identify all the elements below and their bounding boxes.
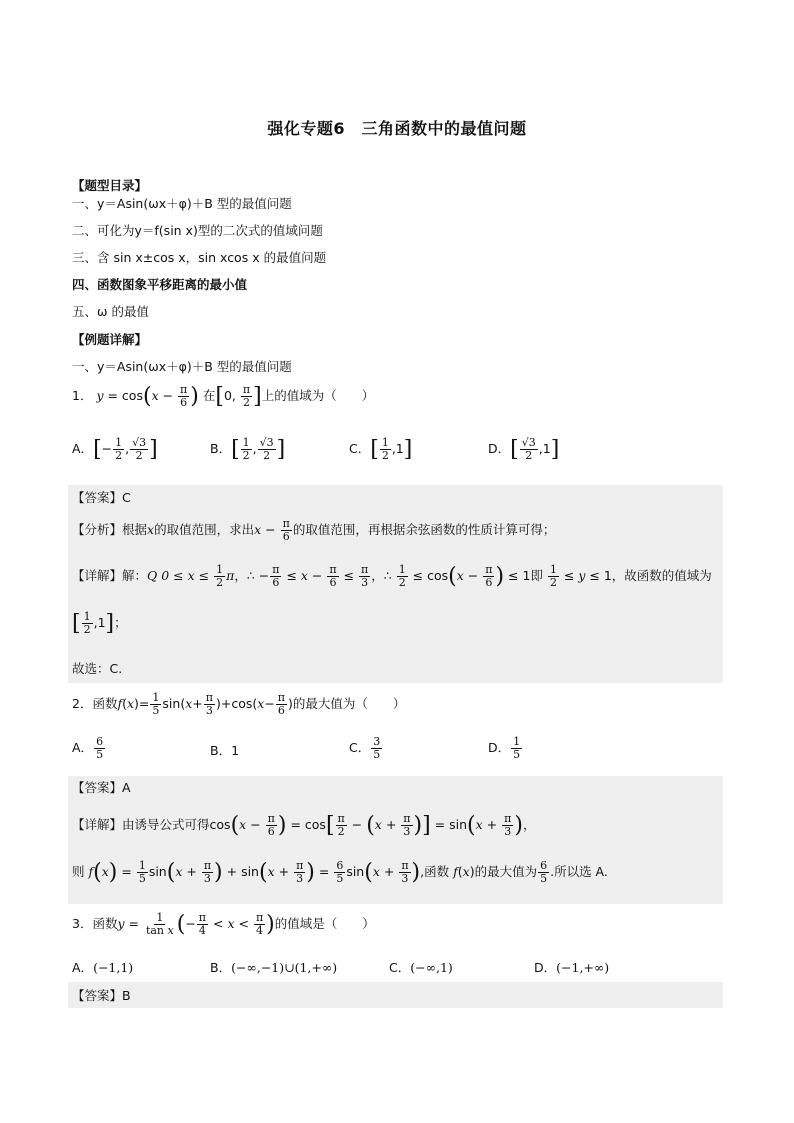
q1-detail: 【详解】解：Q 0 ≤ x ≤ $\frac{1}{2}$ π，∴ − $\frac{\pi}{6}$ ≤ x − $\frac{\pi}{6}$ ≤ $\frac{\pi}{3}$ ，∴ $\frac{1}{2}$ ≤ cos(x − $\frac{\pi}{6}$ ) ≤ 1即 $\frac{1}{2}$ ≤ y ≤ 1，故函数的值域为 [72, 563, 712, 589]
q2-answer: 【答案】A [72, 780, 131, 795]
q3-option-a[interactable]: A．(−1,1) [72, 960, 134, 975]
q3-option-b[interactable]: B．(−∞,−1)∪(1,+∞) [210, 960, 338, 975]
q1-option-c[interactable]: C．[ $\frac{1}{2}$ ,1] [349, 436, 413, 462]
toc-item-4: 四、函数图象平移距离的最小值 [72, 277, 248, 292]
q1-answer: 【答案】C [72, 490, 131, 505]
question-2-stem: 2．函数f(x)= $\frac{1}{5}$ sin(x+ $\frac{\pi}{3}$ )+cos(x− $\frac{\pi}{6}$ )的最大值为（ ） [72, 691, 406, 717]
q2-detail-line-2: 则 f(x) = $\frac{1}{5}$ sin(x + $\frac{\pi}{3}$ ) + sin(x + $\frac{\pi}{3}$ ) = $\frac{6}{5}$ sin(x + $\frac{\pi}{3}$ ),函数 f(x)的最大值为 $\frac{6}{5}$ .所以选 A. [72, 859, 608, 885]
question-3-stem: 3．函数y = $\frac{1}{\text{tan x}}$ (− $\frac{\pi}{4}$ < x < $\frac{\pi}{4}$ )的值域是（ ） [72, 911, 375, 937]
q1-option-a[interactable]: A．[− $\frac{1}{2}$ , $\frac{√3}{2}$ ] [72, 436, 158, 462]
page-title: 强化专题6 三角函数中的最值问题 [267, 119, 527, 138]
toc-heading: 【题型目录】 [72, 178, 148, 193]
q3-solution-box [68, 982, 723, 1008]
q2-option-a[interactable]: A． $\frac{6}{5}$ [72, 735, 104, 761]
q2-option-d[interactable]: D． $\frac{1}{5}$ [488, 735, 521, 761]
q1-range: [ $\frac{1}{2}$ ,1]； [72, 610, 127, 636]
q3-option-d[interactable]: D．(−1,+∞) [534, 960, 610, 975]
q3-option-c[interactable]: C．(−∞,1) [389, 960, 453, 975]
q2-option-c[interactable]: C． $\frac{3}{5}$ [349, 735, 381, 761]
q3-answer: 【答案】B [72, 988, 131, 1003]
toc-item-2: 二、可化为y＝f(sin x)型的二次式的值域问题 [72, 223, 323, 238]
examples-heading: 【例题详解】 [72, 332, 148, 347]
q2-detail: 【详解】由诱导公式可得cos(x − $\frac{\pi}{6}$ ) = cos[ $\frac{\pi}{2}$ − (x + $\frac{\pi}{3}$ )] = sin(x + $\frac{\pi}{3}$ )， [72, 812, 536, 838]
section-1-heading: 一、y＝Asin(ωx＋φ)＋B 型的最值问题 [72, 359, 292, 374]
q1-analysis: 【分析】根据x的取值范围，求出x − $\frac{\pi}{6}$ 的取值范围，再根据余弦函数的性质计算可得； [72, 517, 556, 543]
toc-item-1: 一、y＝Asin(ωx＋φ)＋B 型的最值问题 [72, 196, 292, 211]
toc-item-5: 五、ω 的最值 [72, 304, 149, 319]
question-1-stem: 1． y = cos(x − $\frac{\pi}{6}$ ) 在[0, $\frac{\pi}{2}$ ]上的值域为（ ） [72, 383, 375, 409]
q1-choice: 故选：C. [72, 661, 123, 676]
q1-option-d[interactable]: D．[ $\frac{√3}{2}$ ,1] [488, 436, 560, 462]
toc-item-3: 三、含 sin x±cos x，sin xcos x 的最值问题 [72, 250, 327, 265]
q2-option-b[interactable]: B．1 [210, 743, 240, 758]
q1-option-b[interactable]: B．[ $\frac{1}{2}$ , $\frac{√3}{2}$ ] [210, 436, 286, 462]
